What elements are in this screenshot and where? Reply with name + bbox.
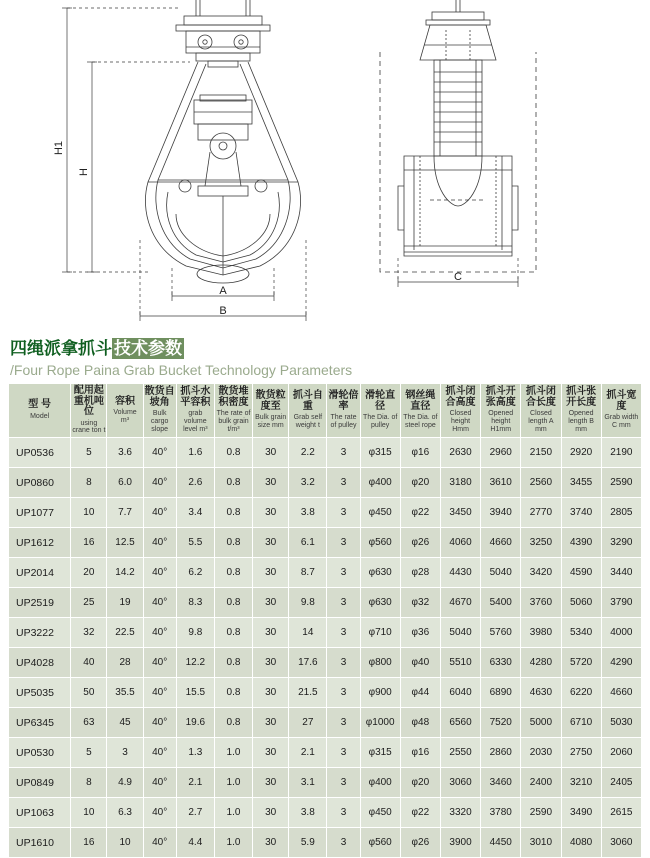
cell-pulley-dia: φ900 (360, 678, 400, 708)
cell-grab-width: 3290 (601, 528, 641, 558)
front-view-head-block (176, 16, 270, 67)
table-row (9, 438, 642, 468)
cell-opened-height: 5040 (481, 558, 521, 588)
cell-closed-height: 3450 (440, 498, 480, 528)
cell-pulley-rate: 3 (327, 678, 360, 708)
cell-bulk-density: 1.0 (214, 828, 252, 858)
cell-closed-length: 3010 (521, 828, 561, 858)
col-closed-height: 抓斗闭合高度 Closed height Hmm (440, 384, 480, 438)
cell-closed-height: 5510 (440, 648, 480, 678)
table-row (9, 648, 642, 678)
cell-level-volume: 8.3 (176, 588, 214, 618)
cell-opened-height: 5760 (481, 618, 521, 648)
cell-opened-height: 6890 (481, 678, 521, 708)
cell-level-volume: 12.2 (176, 648, 214, 678)
cell-grab-width: 2190 (601, 438, 641, 468)
cell-crane-ton: 16 (71, 528, 107, 558)
cell-volume: 10 (107, 828, 143, 858)
cell-rope-dia: φ16 (400, 738, 440, 768)
table-row (9, 768, 642, 798)
cell-bulk-slope: 40° (143, 768, 176, 798)
cell-bulk-slope: 40° (143, 708, 176, 738)
cell-closed-length: 2030 (521, 738, 561, 768)
cell-opened-height: 3940 (481, 498, 521, 528)
spec-table-wrap (0, 383, 650, 858)
cell-closed-height: 6560 (440, 708, 480, 738)
cell-grain-size: 30 (253, 498, 289, 528)
cell-grain-size: 30 (253, 438, 289, 468)
cell-pulley-rate: 3 (327, 588, 360, 618)
cell-volume: 4.9 (107, 768, 143, 798)
label-b: B (219, 305, 227, 317)
cell-grain-size: 30 (253, 648, 289, 678)
cell-closed-height: 2630 (440, 438, 480, 468)
cell-grain-size: 30 (253, 588, 289, 618)
cell-opened-length: 5340 (561, 618, 601, 648)
cell-pulley-rate: 3 (327, 648, 360, 678)
cell-pulley-dia: φ630 (360, 588, 400, 618)
cell-closed-height: 3180 (440, 468, 480, 498)
cell-bulk-density: 1.0 (214, 798, 252, 828)
cell-self-weight: 3.8 (289, 798, 327, 828)
cell-closed-length: 3250 (521, 528, 561, 558)
cell-pulley-dia: φ450 (360, 498, 400, 528)
cell-opened-length: 3490 (561, 798, 601, 828)
cell-level-volume: 6.2 (176, 558, 214, 588)
cell-rope-dia: φ28 (400, 558, 440, 588)
cell-opened-height: 2960 (481, 438, 521, 468)
title-chinese (10, 334, 640, 359)
cell-pulley-rate: 3 (327, 438, 360, 468)
cell-bulk-density: 0.8 (214, 558, 252, 588)
cell-level-volume: 15.5 (176, 678, 214, 708)
cell-opened-height: 6330 (481, 648, 521, 678)
cell-bulk-slope: 40° (143, 648, 176, 678)
cell-pulley-rate: 3 (327, 528, 360, 558)
cell-volume: 45 (107, 708, 143, 738)
cell-level-volume: 5.5 (176, 528, 214, 558)
cell-rope-dia: φ22 (400, 498, 440, 528)
cell-opened-length: 5060 (561, 588, 601, 618)
cell-volume: 14.2 (107, 558, 143, 588)
cell-model: UP6345 (9, 708, 71, 738)
col-grab-width: 抓斗宽度 Grab width C mm (601, 384, 641, 438)
col-crane-ton: 配用起重机吨位 using crane ton t (71, 384, 107, 438)
cell-bulk-density: 0.8 (214, 438, 252, 468)
table-row (9, 798, 642, 828)
table-row (9, 528, 642, 558)
cell-volume: 3 (107, 738, 143, 768)
cell-self-weight: 9.8 (289, 588, 327, 618)
cell-rope-dia: φ26 (400, 528, 440, 558)
cell-opened-length: 3455 (561, 468, 601, 498)
cell-grab-width: 2060 (601, 738, 641, 768)
cell-grain-size: 30 (253, 558, 289, 588)
cell-model: UP0860 (9, 468, 71, 498)
cell-self-weight: 2.1 (289, 738, 327, 768)
cell-closed-height: 4670 (440, 588, 480, 618)
front-view-ropes (196, 0, 250, 16)
cell-bulk-density: 0.8 (214, 468, 252, 498)
cell-opened-height: 7520 (481, 708, 521, 738)
cell-bulk-slope: 40° (143, 528, 176, 558)
cell-grain-size: 30 (253, 738, 289, 768)
cell-crane-ton: 8 (71, 768, 107, 798)
col-self-weight: 抓斗自重 Grab self weight t (289, 384, 327, 438)
cell-self-weight: 6.1 (289, 528, 327, 558)
cell-grab-width: 3060 (601, 828, 641, 858)
cell-model: UP1612 (9, 528, 71, 558)
cell-level-volume: 1.6 (176, 438, 214, 468)
cell-pulley-dia: φ400 (360, 468, 400, 498)
cell-grain-size: 30 (253, 798, 289, 828)
title-english: /Four Rope Paina Grab Bucket Technology Parameters (10, 362, 353, 378)
cell-closed-height: 3900 (440, 828, 480, 858)
spec-table (8, 383, 642, 858)
cell-opened-length: 3210 (561, 768, 601, 798)
cell-bulk-density: 0.8 (214, 648, 252, 678)
cell-grab-width: 2405 (601, 768, 641, 798)
col-bulk-slope: 散货自坡角 Bulk cargo slope (143, 384, 176, 438)
cell-crane-ton: 20 (71, 558, 107, 588)
cell-pulley-rate: 3 (327, 798, 360, 828)
cell-closed-length: 2770 (521, 498, 561, 528)
cell-pulley-dia: φ560 (360, 828, 400, 858)
cell-pulley-dia: φ710 (360, 618, 400, 648)
cell-volume: 19 (107, 588, 143, 618)
cell-rope-dia: φ20 (400, 768, 440, 798)
side-view-shell (398, 156, 518, 256)
cell-closed-length: 4280 (521, 648, 561, 678)
cell-grab-width: 2615 (601, 798, 641, 828)
cell-volume: 6.0 (107, 468, 143, 498)
cell-bulk-density: 0.8 (214, 618, 252, 648)
cell-bulk-density: 0.8 (214, 678, 252, 708)
col-volume: 容积 Volume m³ (107, 384, 143, 438)
cell-grab-width: 3440 (601, 558, 641, 588)
cell-crane-ton: 32 (71, 618, 107, 648)
cell-crane-ton: 5 (71, 438, 107, 468)
cell-closed-height: 2550 (440, 738, 480, 768)
cell-crane-ton: 10 (71, 498, 107, 528)
table-row (9, 498, 642, 528)
cell-self-weight: 5.9 (289, 828, 327, 858)
cell-crane-ton: 63 (71, 708, 107, 738)
cell-volume: 6.3 (107, 798, 143, 828)
cell-pulley-dia: φ1000 (360, 708, 400, 738)
cell-model: UP1063 (9, 798, 71, 828)
cell-grain-size: 30 (253, 708, 289, 738)
cell-pulley-dia: φ800 (360, 648, 400, 678)
cell-closed-height: 6040 (440, 678, 480, 708)
label-c: C (454, 271, 462, 283)
cell-level-volume: 19.6 (176, 708, 214, 738)
cell-closed-length: 4630 (521, 678, 561, 708)
cell-self-weight: 3.8 (289, 498, 327, 528)
cell-closed-length: 3980 (521, 618, 561, 648)
cell-opened-length: 4080 (561, 828, 601, 858)
col-closed-length: 抓斗闭合长度 Closed length A mm (521, 384, 561, 438)
cell-model: UP1077 (9, 498, 71, 528)
cell-self-weight: 8.7 (289, 558, 327, 588)
cell-opened-height: 3460 (481, 768, 521, 798)
cell-model: UP2519 (9, 588, 71, 618)
cell-bulk-slope: 40° (143, 828, 176, 858)
table-row (9, 828, 642, 858)
cell-grab-width: 4000 (601, 618, 641, 648)
cell-self-weight: 3.2 (289, 468, 327, 498)
col-pulley-rate: 滑轮倍率 The rate of pulley (327, 384, 360, 438)
cell-opened-length: 6220 (561, 678, 601, 708)
cell-closed-length: 2150 (521, 438, 561, 468)
col-rope-dia: 钢丝绳直径 The Dia. of steel rope (400, 384, 440, 438)
cell-rope-dia: φ40 (400, 648, 440, 678)
side-view-head-block (420, 12, 496, 60)
cell-bulk-density: 0.8 (214, 528, 252, 558)
table-row (9, 678, 642, 708)
header-row (9, 384, 642, 438)
cell-bulk-slope: 40° (143, 468, 176, 498)
cell-bulk-slope: 40° (143, 438, 176, 468)
cell-opened-height: 3780 (481, 798, 521, 828)
cell-volume: 22.5 (107, 618, 143, 648)
title-chinese-prefix: 四绳派拿抓斗 (10, 339, 112, 358)
cell-volume: 3.6 (107, 438, 143, 468)
table-row (9, 558, 642, 588)
cell-crane-ton: 10 (71, 798, 107, 828)
cell-model: UP1610 (9, 828, 71, 858)
cell-grain-size: 30 (253, 678, 289, 708)
cell-self-weight: 2.2 (289, 438, 327, 468)
cell-closed-length: 2560 (521, 468, 561, 498)
cell-grain-size: 30 (253, 468, 289, 498)
cell-grain-size: 30 (253, 528, 289, 558)
cell-crane-ton: 16 (71, 828, 107, 858)
cell-closed-length: 3760 (521, 588, 561, 618)
spec-table-head (9, 384, 642, 438)
cell-level-volume: 4.4 (176, 828, 214, 858)
cell-model: UP2014 (9, 558, 71, 588)
cell-bulk-density: 1.0 (214, 738, 252, 768)
cell-opened-length: 2750 (561, 738, 601, 768)
cell-opened-height: 4450 (481, 828, 521, 858)
cell-opened-length: 5720 (561, 648, 601, 678)
cell-closed-height: 4430 (440, 558, 480, 588)
cell-pulley-dia: φ315 (360, 738, 400, 768)
cell-pulley-rate: 3 (327, 558, 360, 588)
label-h: H (78, 168, 90, 176)
cell-pulley-dia: φ450 (360, 798, 400, 828)
front-view-arms (148, 62, 298, 196)
cell-pulley-rate: 3 (327, 618, 360, 648)
cell-grain-size: 30 (253, 618, 289, 648)
cell-pulley-rate: 3 (327, 768, 360, 798)
cell-opened-height: 3610 (481, 468, 521, 498)
cell-grain-size: 30 (253, 828, 289, 858)
cell-bulk-slope: 40° (143, 558, 176, 588)
cell-pulley-dia: φ560 (360, 528, 400, 558)
col-grain-size: 散货粒度至 Bulk grain size mm (253, 384, 289, 438)
cell-closed-length: 2590 (521, 798, 561, 828)
cell-pulley-rate: 3 (327, 708, 360, 738)
label-a: A (219, 285, 227, 297)
table-row (9, 708, 642, 738)
cell-volume: 12.5 (107, 528, 143, 558)
cell-level-volume: 1.3 (176, 738, 214, 768)
cell-closed-length: 2400 (521, 768, 561, 798)
cell-rope-dia: φ26 (400, 828, 440, 858)
table-row (9, 468, 642, 498)
cell-model: UP0530 (9, 738, 71, 768)
cell-bulk-slope: 40° (143, 588, 176, 618)
side-view-envelope (380, 52, 536, 272)
cell-closed-length: 5000 (521, 708, 561, 738)
cell-opened-length: 3740 (561, 498, 601, 528)
cell-closed-height: 4060 (440, 528, 480, 558)
cell-model: UP3222 (9, 618, 71, 648)
cell-bulk-density: 0.8 (214, 588, 252, 618)
table-row (9, 588, 642, 618)
cell-bulk-slope: 40° (143, 738, 176, 768)
cell-rope-dia: φ36 (400, 618, 440, 648)
cell-closed-length: 3420 (521, 558, 561, 588)
cell-volume: 35.5 (107, 678, 143, 708)
cell-pulley-rate: 3 (327, 738, 360, 768)
cell-rope-dia: φ16 (400, 438, 440, 468)
spec-table-body (9, 438, 642, 858)
title-chinese-highlight: 技术参数 (114, 339, 182, 358)
cell-volume: 7.7 (107, 498, 143, 528)
cell-model: UP5035 (9, 678, 71, 708)
grab-bucket-drawing (0, 0, 650, 330)
cell-opened-height: 5400 (481, 588, 521, 618)
cell-self-weight: 21.5 (289, 678, 327, 708)
table-row (9, 618, 642, 648)
cell-crane-ton: 40 (71, 648, 107, 678)
table-row (9, 738, 642, 768)
cell-self-weight: 3.1 (289, 768, 327, 798)
cell-rope-dia: φ20 (400, 468, 440, 498)
col-level-volume: 抓斗水平容积 grab volume level m³ (176, 384, 214, 438)
cell-level-volume: 9.8 (176, 618, 214, 648)
cell-crane-ton: 50 (71, 678, 107, 708)
cell-grain-size: 30 (253, 768, 289, 798)
cell-self-weight: 27 (289, 708, 327, 738)
cell-bulk-slope: 40° (143, 618, 176, 648)
cell-pulley-rate: 3 (327, 828, 360, 858)
cell-closed-height: 5040 (440, 618, 480, 648)
cell-closed-height: 3060 (440, 768, 480, 798)
cell-rope-dia: φ32 (400, 588, 440, 618)
cell-bulk-density: 0.8 (214, 708, 252, 738)
cell-closed-height: 3320 (440, 798, 480, 828)
cell-rope-dia: φ22 (400, 798, 440, 828)
cell-opened-length: 6710 (561, 708, 601, 738)
col-opened-length: 抓斗张开长度 Opened length B mm (561, 384, 601, 438)
side-view-body (434, 30, 482, 156)
cell-level-volume: 2.7 (176, 798, 214, 828)
cell-pulley-dia: φ400 (360, 768, 400, 798)
cell-grab-width: 4290 (601, 648, 641, 678)
dimension-h (87, 62, 190, 272)
cell-opened-height: 4660 (481, 528, 521, 558)
cell-bulk-density: 0.8 (214, 498, 252, 528)
cell-grab-width: 4660 (601, 678, 641, 708)
col-bulk-density: 散货堆积密度 The rate of bulk grain t/m³ (214, 384, 252, 438)
cell-rope-dia: φ44 (400, 678, 440, 708)
section-title (0, 330, 650, 378)
front-view-shells (145, 180, 300, 283)
cell-self-weight: 17.6 (289, 648, 327, 678)
cell-bulk-slope: 40° (143, 798, 176, 828)
col-pulley-dia: 滑轮直径 The Dia. of pulley (360, 384, 400, 438)
cell-level-volume: 2.1 (176, 768, 214, 798)
cell-bulk-density: 1.0 (214, 768, 252, 798)
cell-pulley-dia: φ315 (360, 438, 400, 468)
cell-rope-dia: φ48 (400, 708, 440, 738)
drawing-svg (0, 0, 650, 330)
cell-model: UP0849 (9, 768, 71, 798)
cell-self-weight: 14 (289, 618, 327, 648)
cell-volume: 28 (107, 648, 143, 678)
cell-level-volume: 3.4 (176, 498, 214, 528)
cell-opened-length: 4590 (561, 558, 601, 588)
dimension-h1 (62, 8, 180, 272)
cell-grab-width: 5030 (601, 708, 641, 738)
cell-grab-width: 2805 (601, 498, 641, 528)
cell-grab-width: 3790 (601, 588, 641, 618)
col-model: 型 号 Model (9, 384, 71, 438)
cell-bulk-slope: 40° (143, 498, 176, 528)
cell-opened-length: 4390 (561, 528, 601, 558)
label-h1: H1 (53, 140, 65, 156)
cell-level-volume: 2.6 (176, 468, 214, 498)
cell-crane-ton: 8 (71, 468, 107, 498)
cell-opened-length: 2920 (561, 438, 601, 468)
cell-pulley-dia: φ630 (360, 558, 400, 588)
cell-pulley-rate: 3 (327, 498, 360, 528)
cell-pulley-rate: 3 (327, 468, 360, 498)
cell-crane-ton: 5 (71, 738, 107, 768)
cell-bulk-slope: 40° (143, 678, 176, 708)
cell-model: UP0536 (9, 438, 71, 468)
cell-crane-ton: 25 (71, 588, 107, 618)
col-opened-height: 抓斗开张高度 Opened height H1mm (481, 384, 521, 438)
side-view-ropes (456, 0, 460, 12)
cell-grab-width: 2590 (601, 468, 641, 498)
cell-opened-height: 2860 (481, 738, 521, 768)
cell-model: UP4028 (9, 648, 71, 678)
